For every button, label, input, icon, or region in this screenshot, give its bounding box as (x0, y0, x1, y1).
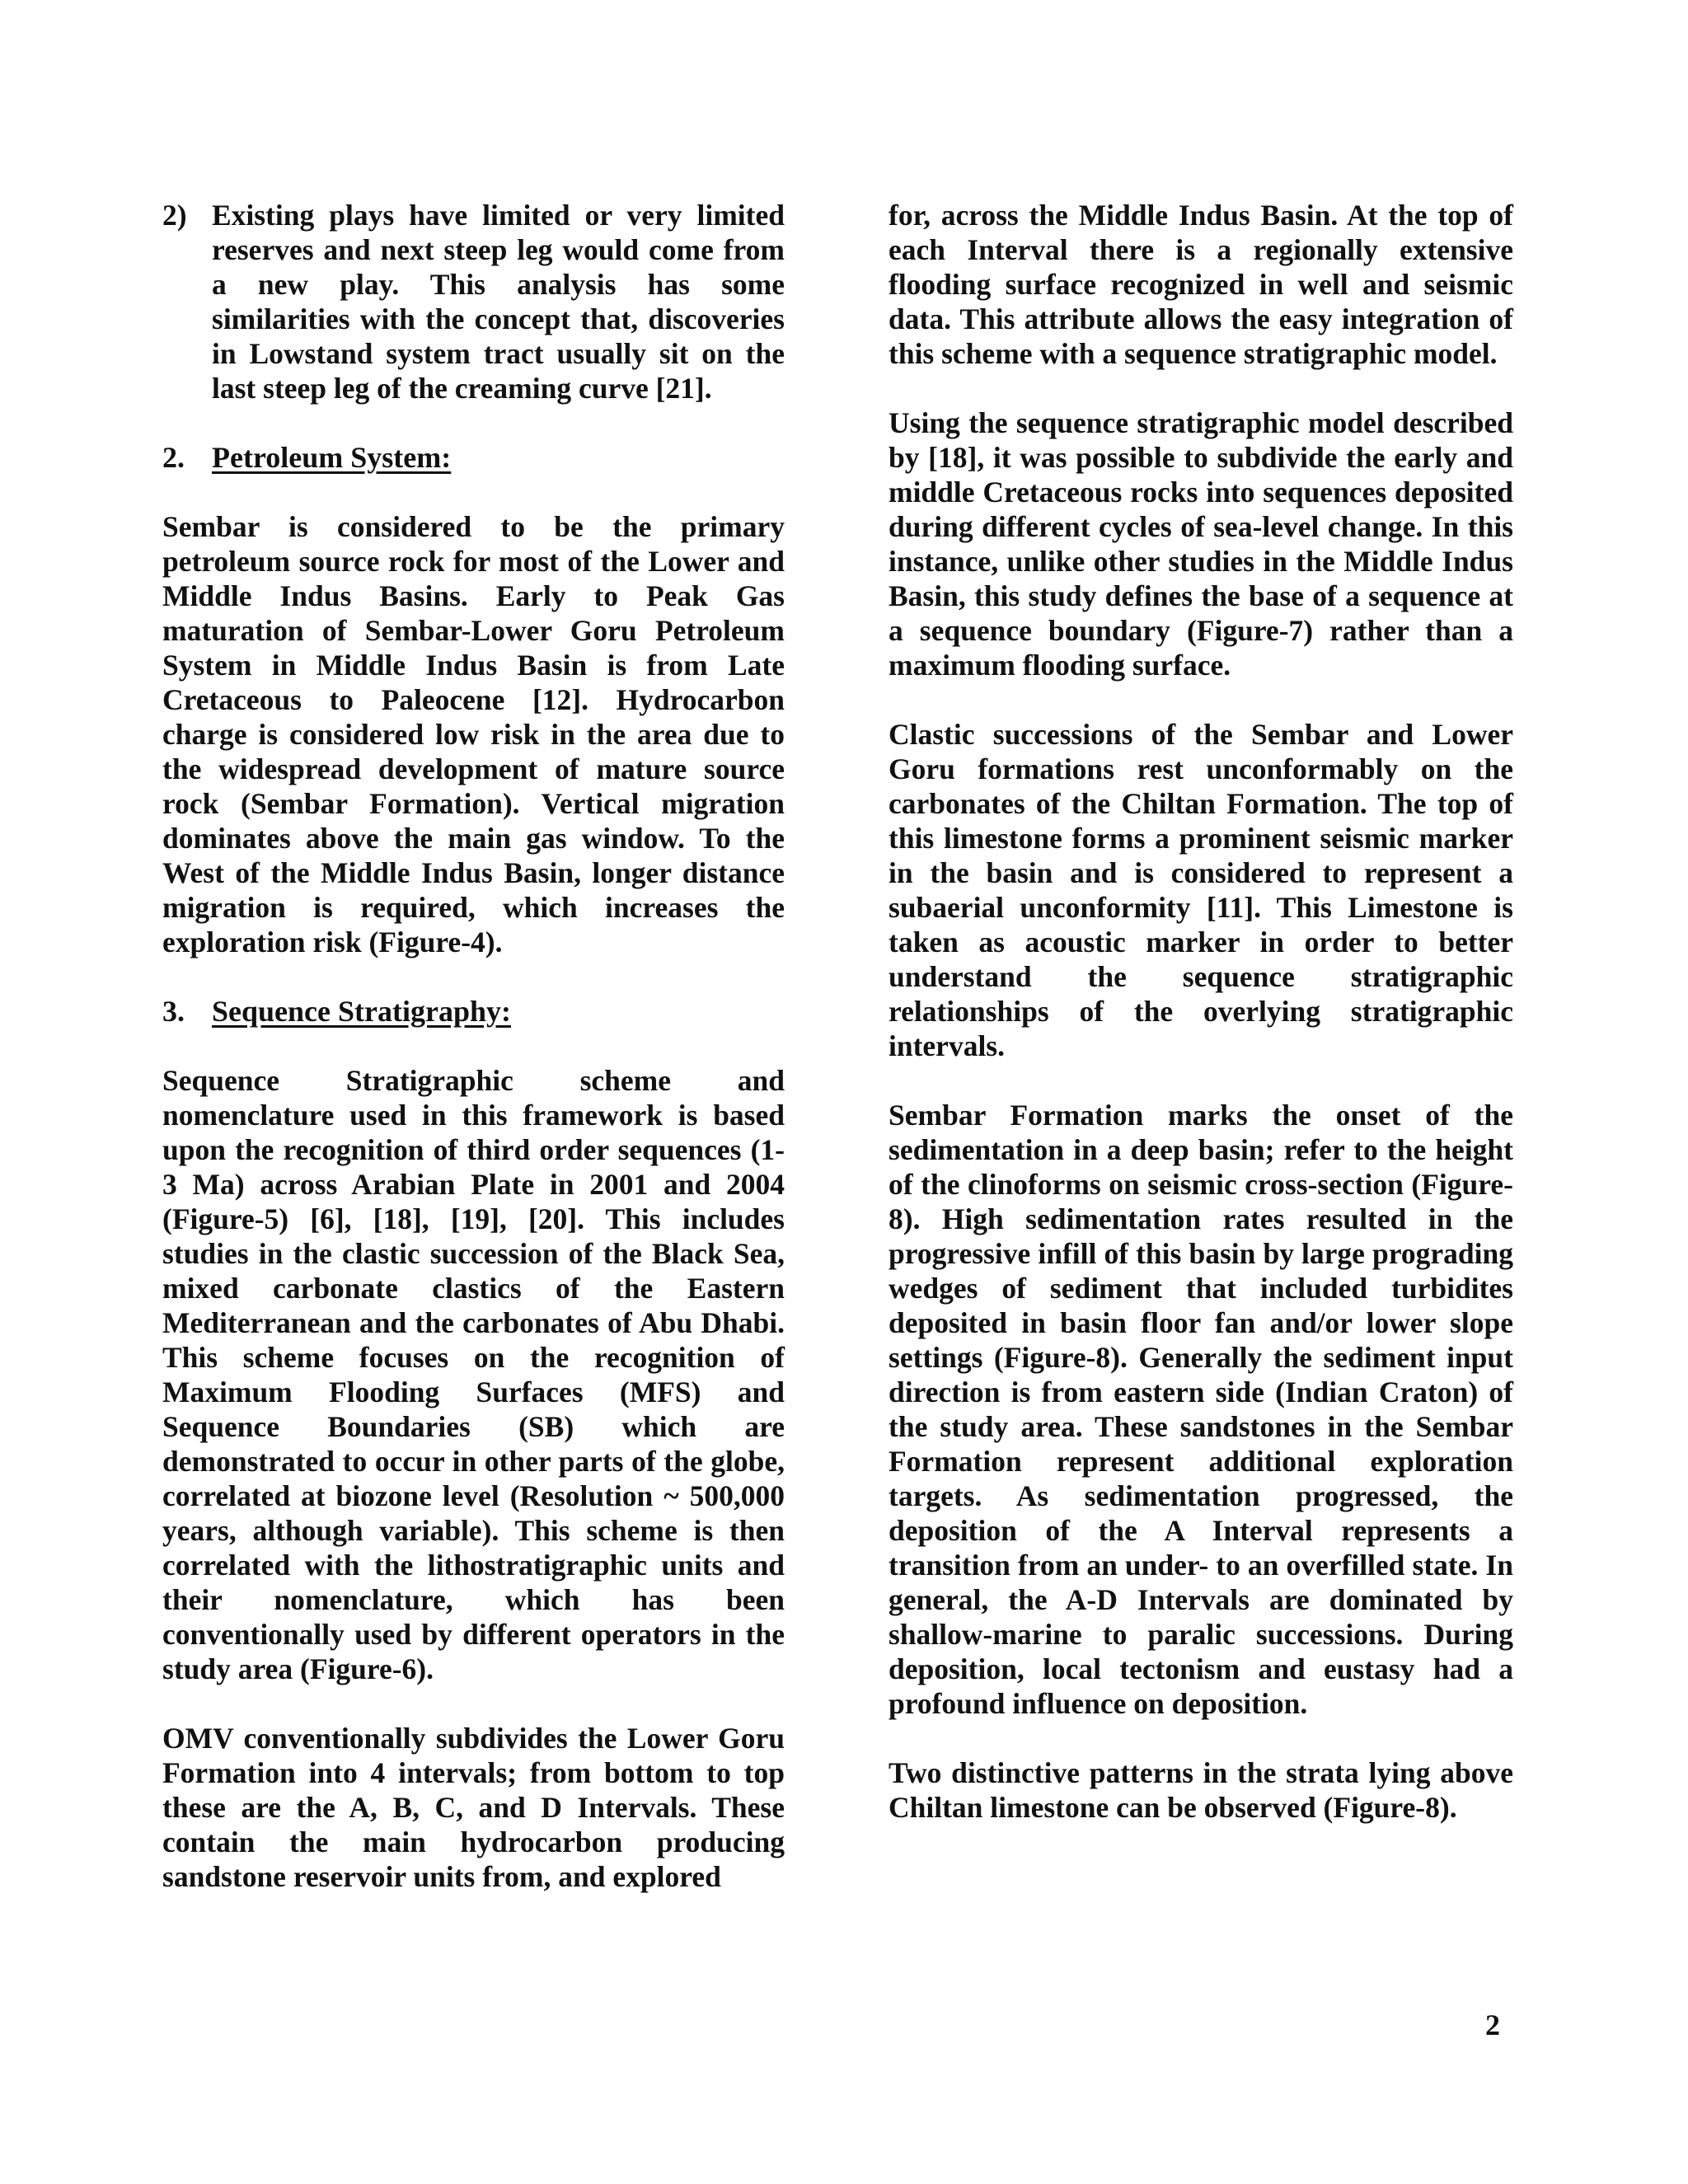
list-item-text: Existing plays have limited or very limited reserves and next steep leg would come from a new play. This analysis has some similarities with the concept that, discoveries in Lowstand system tract usually sit on the last steep leg of the creaming curve [21]. (212, 199, 785, 405)
section-number: 2. (162, 441, 185, 474)
paragraph-clastic-successions: Clastic successions of the Sembar and Lower Goru formations rest unconformably on the carbonates of the Chiltan Formation. The top of this limestone forms a prominent seismic marker in the basin and is considered to represent a subaerial unconformity [11]. This Limestone is taken as acoustic marker in order to better understand the sequence stratigraphic relationships of the overlying stratigraphic intervals. (889, 718, 1513, 1062)
paragraph-sequence-model: Using the sequence stratigraphic model described by [18], it was possible to subdivide the early and middle Cretaceous rocks into sequences deposited during different cycles of sea-level change. In this instance, unlike other studies in the Middle Indus Basin, this study defines the base of a sequence at a sequence boundary (Figure-7) rather than a maximum flooding surface. (889, 406, 1513, 682)
paragraph-petroleum-system: Sembar is considered to be the primary petroleum source rock for most of the Lower and Middle Indus Basins. Early to Peak Gas maturation of Sembar-Lower Goru Petroleum System in Middle Indus Basin is from Late Cretaceous to Paleocene [12]. Hydrocarbon charge is considered low risk in the area due to the widespread development of mature source rock (Sembar Formation). Vertical migration dominates above the main gas window. To the West of the Middle Indus Basin, longer distance migration is required, which increases the exploration risk (Figure-4). (162, 510, 785, 958)
list-item (162, 198, 785, 405)
page-number: 2 (1485, 2008, 1500, 2041)
section-title: Sequence Stratigraphy: (212, 995, 511, 1028)
right-column (889, 198, 1513, 1859)
paragraph-flooding-surface: for, across the Middle Indus Basin. At the top of each Interval there is a regionally extensive flooding surface recognized in well and seismic data. This attribute allows the easy integration of this scheme with a sequence stratigraphic model. (889, 199, 1513, 370)
section-number: 3. (162, 995, 185, 1028)
list-item-number: 2) (162, 199, 187, 232)
paragraph-sequence-scheme: Sequence Stratigraphic scheme and nomenclature used in this framework is based upon the recognition of third order sequences (1-3 Ma) across Arabian Plate in 2001 and 2004 (Figure-5) [6], [18], [19], [20]. This includes studies in the clastic succession of the Black Sea, mixed carbonate clastics of the Eastern Mediterranean and the carbonates of Abu Dhabi. This scheme focuses on the recognition of Maximum Flooding Surfaces (MFS) and Sequence Boundaries (SB) which are demonstrated to occur in other parts of the globe, correlated at biozone level (Resolution ~ 500,000 years, although variable). This scheme is then correlated with the lithostratigraphic units and their nomenclature, which has been conventionally used by different operators in the study area (Figure-6). (162, 1064, 785, 1685)
section-heading-petroleum-system (162, 440, 785, 475)
paragraph-distinctive-patterns: Two distinctive patterns in the strata lying above Chiltan limestone can be observed (Figure-8). (889, 1756, 1513, 1824)
paragraph-omv-intervals: OMV conventionally subdivides the Lower Goru Formation into 4 intervals; from bottom to top these are the A, B, C, and D Intervals. These contain the main hydrocarbon producing sandstone reservoir units from, and explored (162, 1722, 785, 1893)
section-heading-sequence-stratigraphy (162, 994, 785, 1029)
paragraph-sembar-formation: Sembar Formation marks the onset of the sedimentation in a deep basin; refer to the height of the clinoforms on seismic cross-section (Figure-8). High sedimentation rates resulted in the progressive infill of this basin by large prograding wedges of sediment that included turbidites deposited in basin floor fan and/or lower slope settings (Figure-8). Generally the sediment input direction is from eastern side (Indian Craton) of the study area. These sandstones in the Sembar Formation represent additional exploration targets. As sedimentation progressed, the deposition of the A Interval represents a transition from an under- to an overfilled state. In general, the A-D Intervals are dominated by shallow-marine to paralic successions. During deposition, local tectonism and eustasy had a profound influence on deposition. (889, 1099, 1513, 1720)
section-title: Petroleum System: (212, 441, 452, 474)
left-column (162, 198, 785, 1929)
